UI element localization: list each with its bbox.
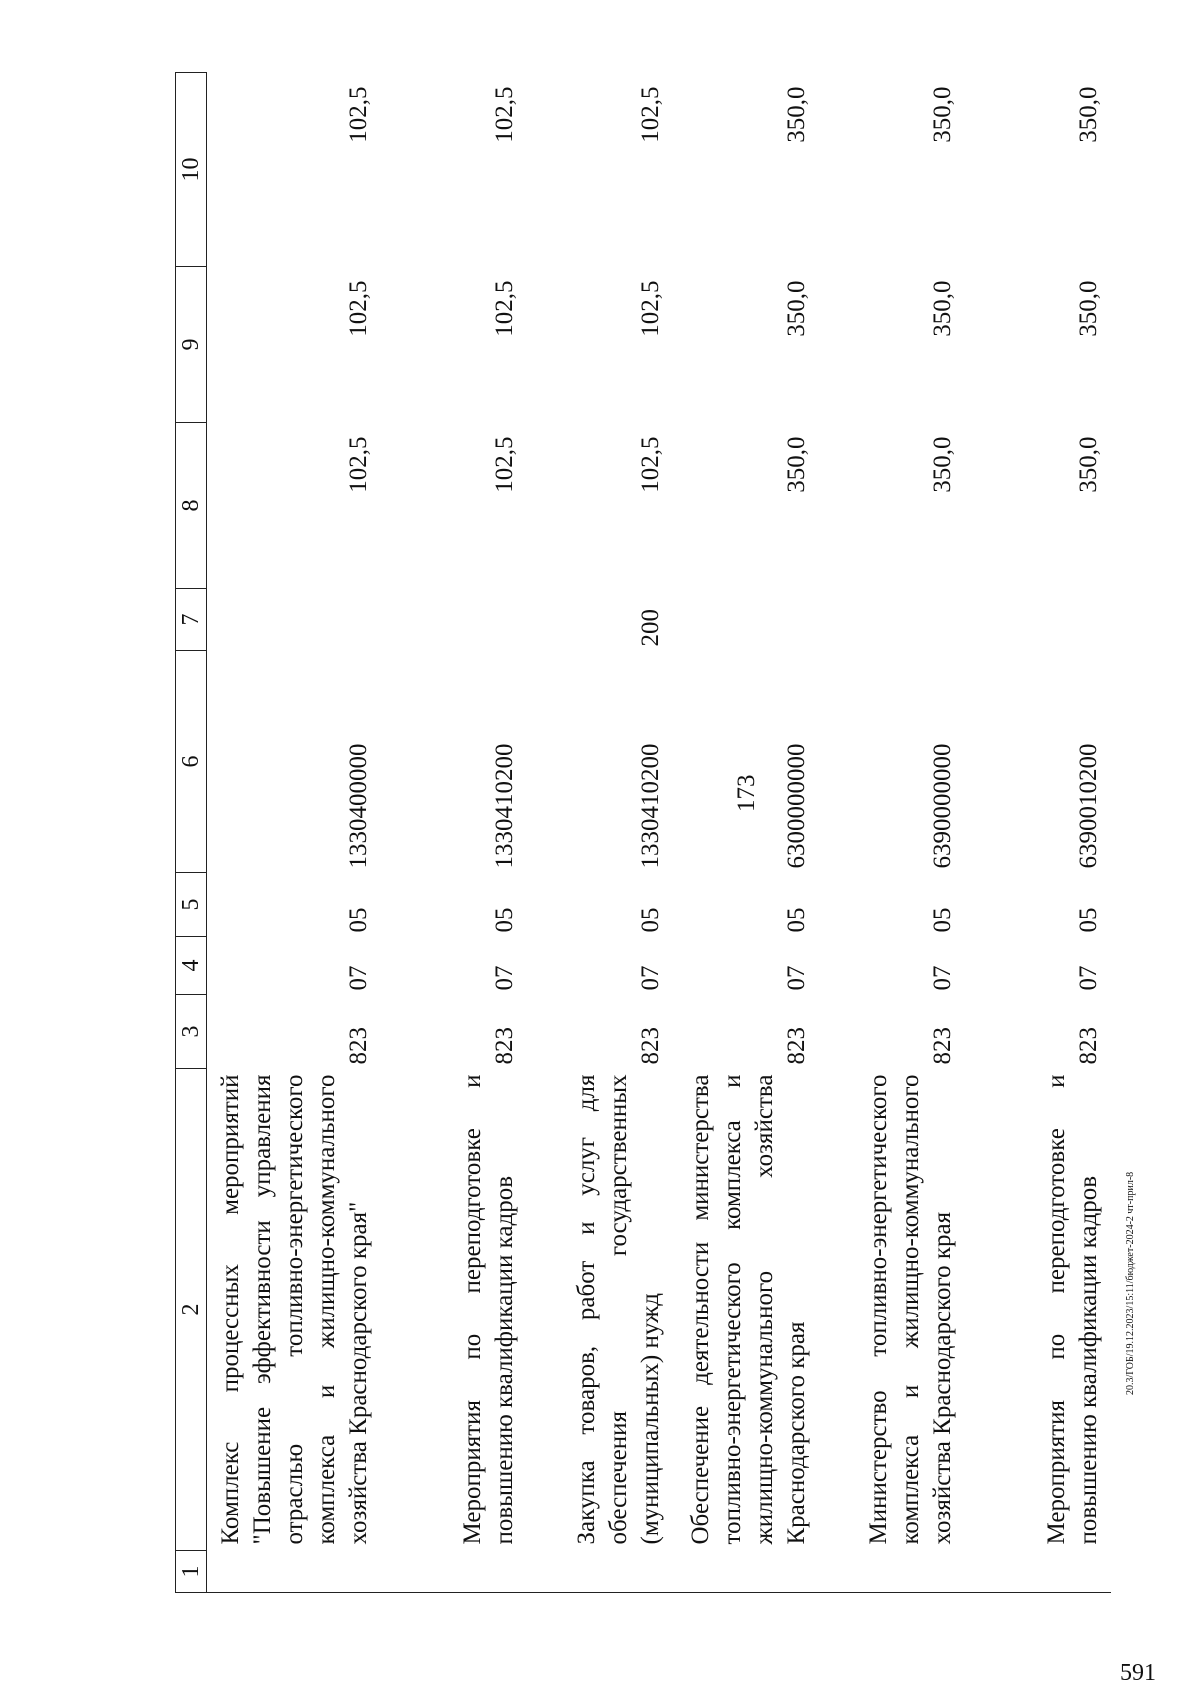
row-number-cell [527,1551,673,1593]
amount-col-10: 350,0 [1075,86,1102,143]
amount-col-9: 350,0 [929,280,956,337]
ministry-code: 823 [1075,1027,1102,1065]
subsection-code: 05 [345,907,372,933]
table-row [381,73,527,1593]
budget-table-container [175,73,1102,1593]
column-header: 4 [176,937,207,995]
row-name: Мероприятия по переподготовке и повышению квалификации кадров [459,1074,518,1545]
target-article-code: 1330410200 [491,743,518,869]
table-row [527,73,673,1593]
target-article-code: 1330410200 [637,743,664,869]
expense-type-code [381,589,527,651]
amount-col-9: 350,0 [783,280,810,337]
amount-col-9: 102,5 [345,280,372,337]
column-header: 10 [176,73,207,267]
amount-col-8: 350,0 [929,436,956,493]
amount-col-8: 102,5 [491,436,518,493]
ministry-code: 823 [345,1027,372,1065]
section-code: 07 [929,965,956,991]
target-article-code: 6390000000 [929,743,956,869]
amount-col-8: 350,0 [783,436,810,493]
target-article-code: 6390010200 [1075,743,1102,869]
expense-type-code [965,589,1111,651]
subsection-code: 05 [637,907,664,933]
column-header: 2 [176,1069,207,1551]
page-number: 173 [733,774,760,812]
amount-col-9: 350,0 [1075,280,1102,337]
amount-col-10: 102,5 [491,86,518,143]
section-code: 07 [637,965,664,991]
section-code: 07 [491,965,518,991]
row-name: Мероприятия по переподготовке и повышению квалификации кадров [1043,1074,1102,1545]
amount-col-9: 102,5 [491,280,518,337]
expense-type-code [819,589,965,651]
row-name: Закупка товаров, работ и услуг для обеспечения государственных (муниципальных) нужд [573,1074,664,1545]
column-header: 6 [176,651,207,873]
amount-col-8: 102,5 [637,436,664,493]
section-code: 07 [1075,965,1102,991]
table-row [819,73,965,1593]
target-article-code: 6300000000 [783,743,810,869]
column-header: 7 [176,589,207,651]
column-header: 1 [176,1551,207,1593]
amount-col-10: 350,0 [929,86,956,143]
ministry-code: 823 [929,1027,956,1065]
subsection-code: 05 [1075,907,1102,933]
subsection-code: 05 [491,907,518,933]
sheet-number: 591 [1120,1660,1156,1686]
amount-col-10: 102,5 [345,86,372,143]
amount-col-8: 102,5 [345,436,372,493]
row-number-cell [819,1551,965,1593]
budget-table [175,72,1111,1593]
expense-type-code: 200 [637,609,664,647]
row-number-cell [381,1551,527,1593]
ministry-code: 823 [491,1027,518,1065]
column-header: 8 [176,423,207,589]
ministry-code: 823 [637,1027,664,1065]
table-header-row [176,73,207,1593]
expense-type-code [207,589,382,651]
row-name: Обеспечение деятельности министерства топливно-энергетического комплекса и жилищно-коммунального хозяйства Краснодарского края [687,1074,810,1545]
amount-col-8: 350,0 [1075,436,1102,493]
row-number-cell [965,1551,1111,1593]
target-article-code: 1330400000 [345,743,372,869]
subsection-code: 05 [929,907,956,933]
row-name: Министерство топливно-энергетического комплекса и жилищно-коммунального хозяйства Краснодарского края [865,1074,956,1545]
column-header: 3 [176,995,207,1069]
section-code: 07 [345,965,372,991]
table-row [207,73,382,1593]
column-header: 5 [176,873,207,937]
subsection-code: 05 [783,907,810,933]
footer-code: 20.3/ГОБ/19.12.2023/15:11/бюджет-2024-2 чт-прил-8 [1125,1171,1136,1395]
table-row [965,73,1111,1593]
ministry-code: 823 [783,1027,810,1065]
section-code: 07 [783,965,810,991]
amount-col-10: 350,0 [783,86,810,143]
row-number-cell [207,1551,382,1593]
expense-type-code [673,589,819,651]
amount-col-10: 102,5 [637,86,664,143]
table-row [673,73,819,1593]
column-header: 9 [176,267,207,423]
row-name: Комплекс процессных мероприятий "Повышение эффективности управления отраслью топливно-энергетического комплекса и жилищно-коммунального хозяйства Краснодарского края" [217,1074,372,1545]
row-number-cell [673,1551,819,1593]
amount-col-9: 102,5 [637,280,664,337]
